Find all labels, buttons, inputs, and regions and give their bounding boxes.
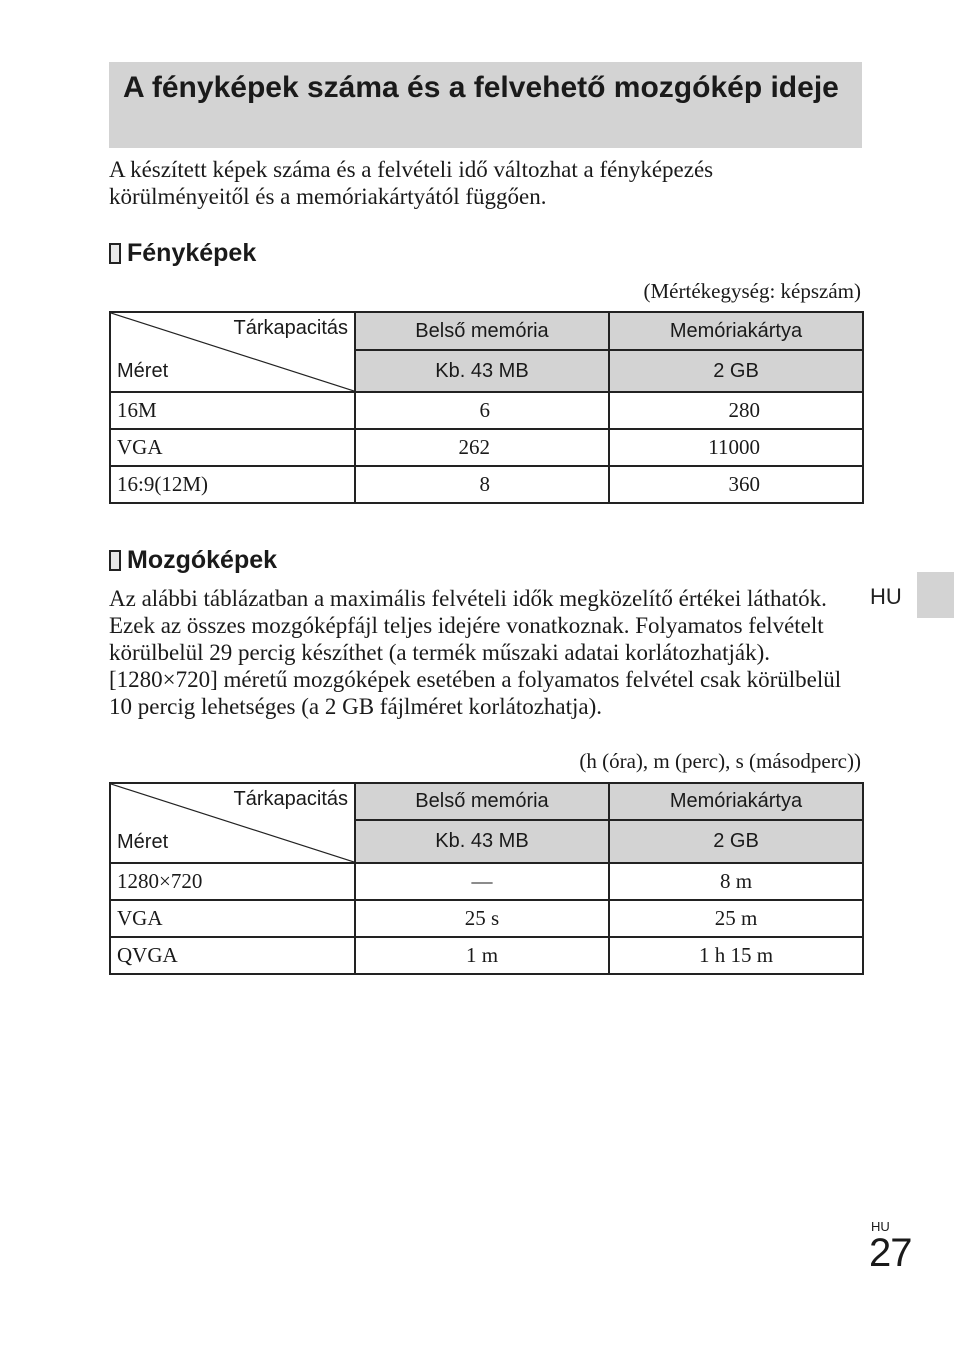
corner-capacity-label: Tárkapacitás bbox=[233, 317, 348, 339]
table-row bbox=[110, 900, 863, 937]
row-internal-cell: 25 s bbox=[355, 900, 609, 937]
column-subheader-internal: Kb. 43 MB bbox=[355, 350, 609, 392]
row-card-cell: 11000 bbox=[609, 429, 863, 466]
row-internal-cell: 262 bbox=[355, 429, 609, 466]
table-row bbox=[110, 429, 863, 466]
row-internal-cell: 1 m bbox=[355, 937, 609, 974]
row-size-cell: VGA bbox=[110, 429, 355, 466]
row-size-cell: VGA bbox=[110, 900, 355, 937]
column-subheader-card: 2 GB bbox=[609, 820, 863, 863]
column-subheader-internal: Kb. 43 MB bbox=[355, 820, 609, 863]
language-side-tab bbox=[917, 572, 954, 618]
row-card-cell: 25 m bbox=[609, 900, 863, 937]
section-title-box bbox=[109, 62, 862, 148]
photos-heading bbox=[109, 238, 256, 268]
row-card-cell: 8 m bbox=[609, 863, 863, 900]
language-tab-label: HU bbox=[870, 584, 902, 609]
row-card-cell: 360 bbox=[609, 466, 863, 503]
page-language-label: HU bbox=[871, 1219, 890, 1234]
movies-paragraph: Az alábbi táblázatban a maximális felvételi idők megközelítő értékei láthatók. Ezek az összes mozgóképfájl teljes idejére vonatkoznak. Folyamatos felvételt körülbelül 29 percig készíthet (a termék műszaki adatai korlátozhatják). [1280×720] méretű mozgóképek esetében a folyamatos felvétel csak körülbelül 10 percig lehetséges (a 2 GB fájlméret korlátozhatja). bbox=[109, 586, 842, 719]
row-size-cell: 16M bbox=[110, 392, 355, 429]
photos-heading-label: Fényképek bbox=[127, 239, 257, 267]
row-card-cell: 280 bbox=[609, 392, 863, 429]
table-row bbox=[110, 937, 863, 974]
movies-unit-note: (h (óra), m (perc), s (másodperc)) bbox=[579, 749, 861, 773]
table-row bbox=[110, 392, 863, 429]
photos-table bbox=[109, 311, 864, 504]
corner-capacity-label: Tárkapacitás bbox=[233, 788, 348, 810]
section-marker-icon bbox=[109, 550, 121, 571]
section-marker-icon bbox=[109, 243, 121, 264]
photos-unit-note: (Mértékegység: képszám) bbox=[643, 279, 861, 303]
row-internal-cell: 8 bbox=[355, 466, 609, 503]
table-row bbox=[110, 466, 863, 503]
table-corner-cell bbox=[110, 783, 355, 863]
movies-heading bbox=[109, 545, 277, 575]
row-internal-cell: 6 bbox=[355, 392, 609, 429]
page-number: 27 bbox=[869, 1231, 912, 1275]
table-corner-cell bbox=[110, 312, 355, 392]
table-row bbox=[110, 863, 863, 900]
row-size-cell: 16:9(12M) bbox=[110, 466, 355, 503]
column-header-card: Memóriakártya bbox=[609, 783, 863, 820]
column-header-card: Memóriakártya bbox=[609, 312, 863, 350]
movies-table bbox=[109, 782, 864, 975]
row-card-cell: 1 h 15 m bbox=[609, 937, 863, 974]
row-size-cell: QVGA bbox=[110, 937, 355, 974]
page-title: A fényképek száma és a felvehető mozgókép ideje bbox=[123, 71, 839, 104]
intro-paragraph: A készített képek száma és a felvételi idő változhat a fényképezés körülményeitől és a memóriakártyától függően. bbox=[109, 157, 714, 209]
column-header-internal: Belső memória bbox=[355, 783, 609, 820]
column-header-internal: Belső memória bbox=[355, 312, 609, 350]
corner-size-label: Méret bbox=[117, 831, 169, 853]
row-size-cell: 1280×720 bbox=[110, 863, 355, 900]
column-subheader-card: 2 GB bbox=[609, 350, 863, 392]
movies-heading-label: Mozgóképek bbox=[127, 546, 278, 574]
corner-size-label: Méret bbox=[117, 360, 169, 382]
row-internal-cell: — bbox=[355, 863, 609, 900]
